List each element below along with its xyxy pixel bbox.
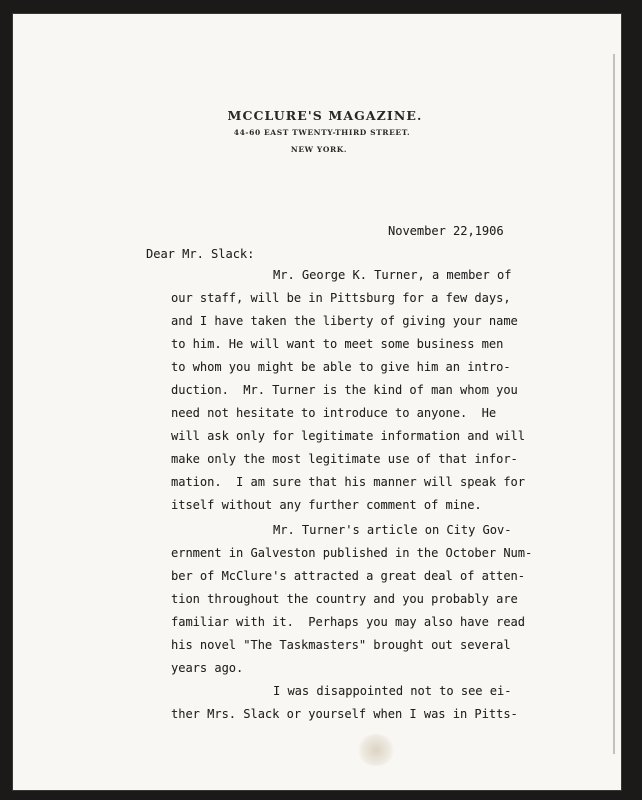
letter-line: tion throughout the country and you probably are <box>171 592 518 606</box>
letter-line: mation. I am sure that his manner will speak for <box>171 475 526 489</box>
letter-line: familiar with it. Perhaps you may also have read <box>171 615 526 629</box>
letter-greeting: Dear Mr. Slack: <box>146 247 255 261</box>
letter-line: and I have taken the liberty of giving your name <box>171 314 518 328</box>
letter-line: ther Mrs. Slack or yourself when I was in Pitts- <box>171 707 518 721</box>
letterhead-magazine: MCCLURE'S MAGAZINE. <box>227 108 423 123</box>
letter-line: I was disappointed not to see ei- <box>273 684 512 698</box>
letter-line: to him. He will want to meet some business men <box>171 337 504 351</box>
letter-date: November 22,1906 <box>388 224 504 238</box>
stain-mark <box>356 734 396 766</box>
letter-line: Mr. George K. Turner, a member of <box>273 268 512 282</box>
letter-line: need not hesitate to introduce to anyone. He <box>171 406 497 420</box>
letterhead-city: NEW YORK. <box>290 145 348 154</box>
letter-line: itself without any further comment of mine. <box>171 498 482 512</box>
letter-line: will ask only for legitimate information and will <box>171 429 526 443</box>
letter-line: our staff, will be in Pittsburg for a few days, <box>171 291 511 305</box>
letter-line: ernment in Galveston published in the October Num- <box>171 546 533 560</box>
letter-line: ber of McClure's attracted a great deal of atten- <box>171 569 526 583</box>
letter-page <box>13 14 621 790</box>
letter-line: years ago. <box>171 661 244 675</box>
letter-line: his novel "The Taskmasters" brought out several <box>171 638 511 652</box>
paper-edge-shadow <box>613 54 615 754</box>
letter-line: to whom you might be able to give him an intro- <box>171 360 511 374</box>
letter-line: make only the most legitimate use of that infor- <box>171 452 518 466</box>
letter-line: duction. Mr. Turner is the kind of man whom you <box>171 383 518 397</box>
letter-line: Mr. Turner's article on City Gov- <box>273 523 512 537</box>
letterhead-address: 44-60 EAST TWENTY-THIRD STREET. <box>233 128 411 137</box>
